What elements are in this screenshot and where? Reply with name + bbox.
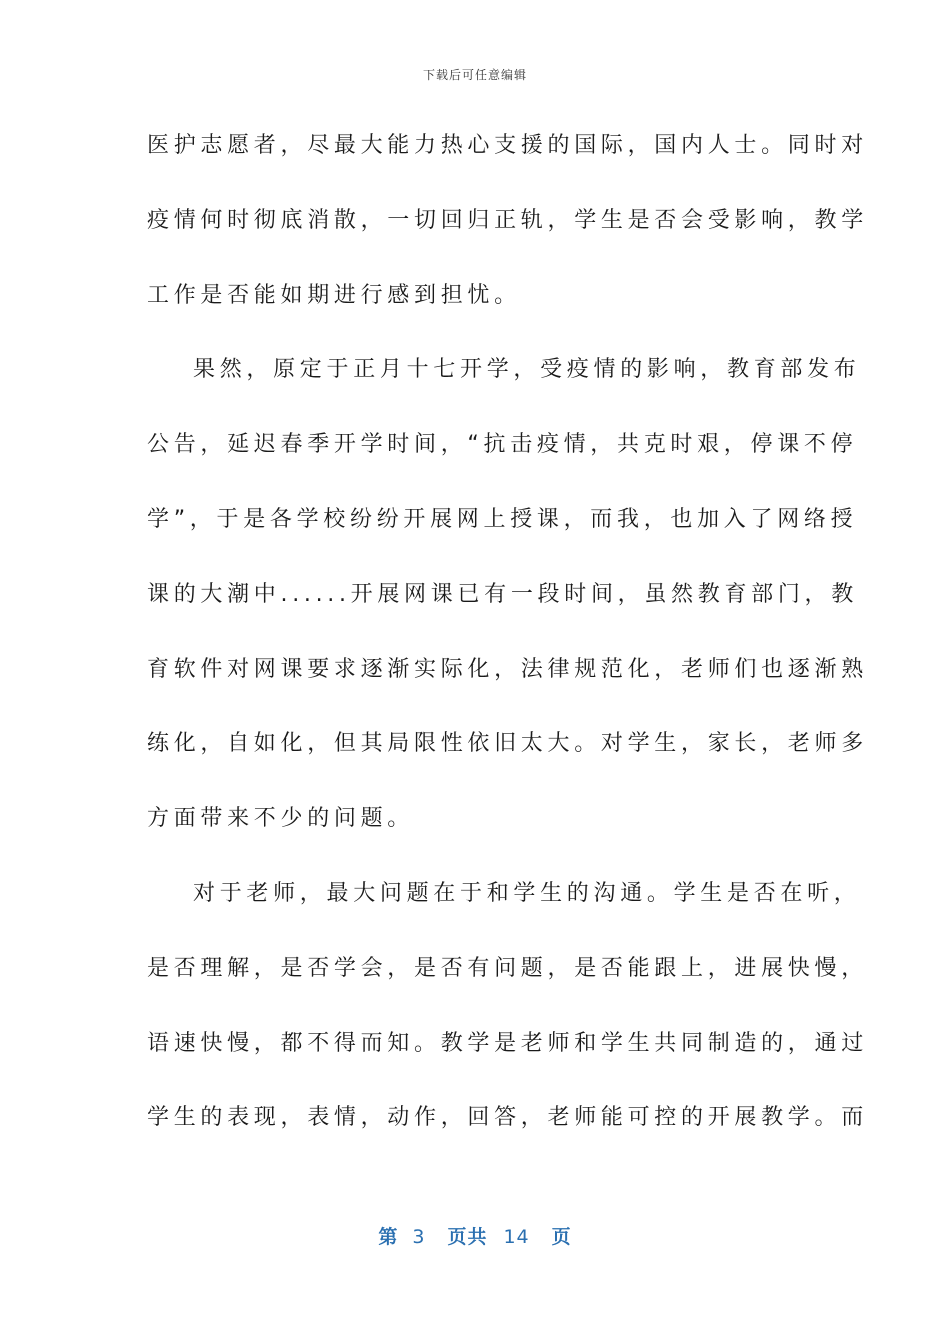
- page-header: [0, 66, 950, 83]
- document-body: [147, 117, 868, 1164]
- paragraph-2: [147, 341, 868, 865]
- total-pages-number: 14: [503, 1226, 530, 1248]
- page-footer: [0, 1222, 950, 1249]
- footer-middle: 页共: [447, 1226, 488, 1248]
- paragraph-3: [147, 865, 868, 1164]
- text-line: 学生的表现，表情，动作，回答，老师能可控的开展教学。而: [147, 1105, 868, 1131]
- text-line: 对于老师，最大问题在于和学生的沟通。学生是否在听，: [193, 880, 861, 906]
- text-line: 医护志愿者，尽最大能力热心支援的国际，国内人士。同时对: [147, 133, 868, 158]
- footer-suffix: 页: [551, 1226, 572, 1248]
- text-line: 练化，自如化，但其局限性依旧太大。对学生，家长，老师多: [147, 731, 868, 757]
- text-line: 语速快慢，都不得而知。教学是老师和学生共同制造的，通过: [147, 1030, 868, 1056]
- text-line: 工作是否能如期进行感到担忧。: [147, 282, 521, 308]
- text-line: 育软件对网课要求逐渐实际化，法律规范化，老师们也逐渐熟: [147, 656, 868, 682]
- text-line: 是否理解，是否学会，是否有问题，是否能跟上，进展快慢，: [147, 955, 868, 981]
- text-line: 课的大潮中......开展网课已有一段时间，虽然教育部门，教: [147, 581, 858, 607]
- current-page-number: 3: [412, 1226, 426, 1248]
- text-line: 公告，延迟春季开学时间，“抗击疫情，共克时艰，停课不停: [147, 432, 858, 458]
- text-line: 果然，原定于正月十七开学，受疫情的影响，教育部发布: [193, 357, 861, 383]
- header-text: 下载后可任意编辑: [422, 68, 527, 82]
- text-line: 疫情何时彻底消散，一切回归正轨，学生是否会受影响，教学: [147, 207, 868, 233]
- text-line: 方面带来不少的问题。: [147, 806, 415, 832]
- footer-prefix: 第: [378, 1226, 399, 1248]
- paragraph-1: [147, 117, 868, 341]
- text-line: 学”，于是各学校纷纷开展网上授课，而我，也加入了网络授: [147, 506, 858, 532]
